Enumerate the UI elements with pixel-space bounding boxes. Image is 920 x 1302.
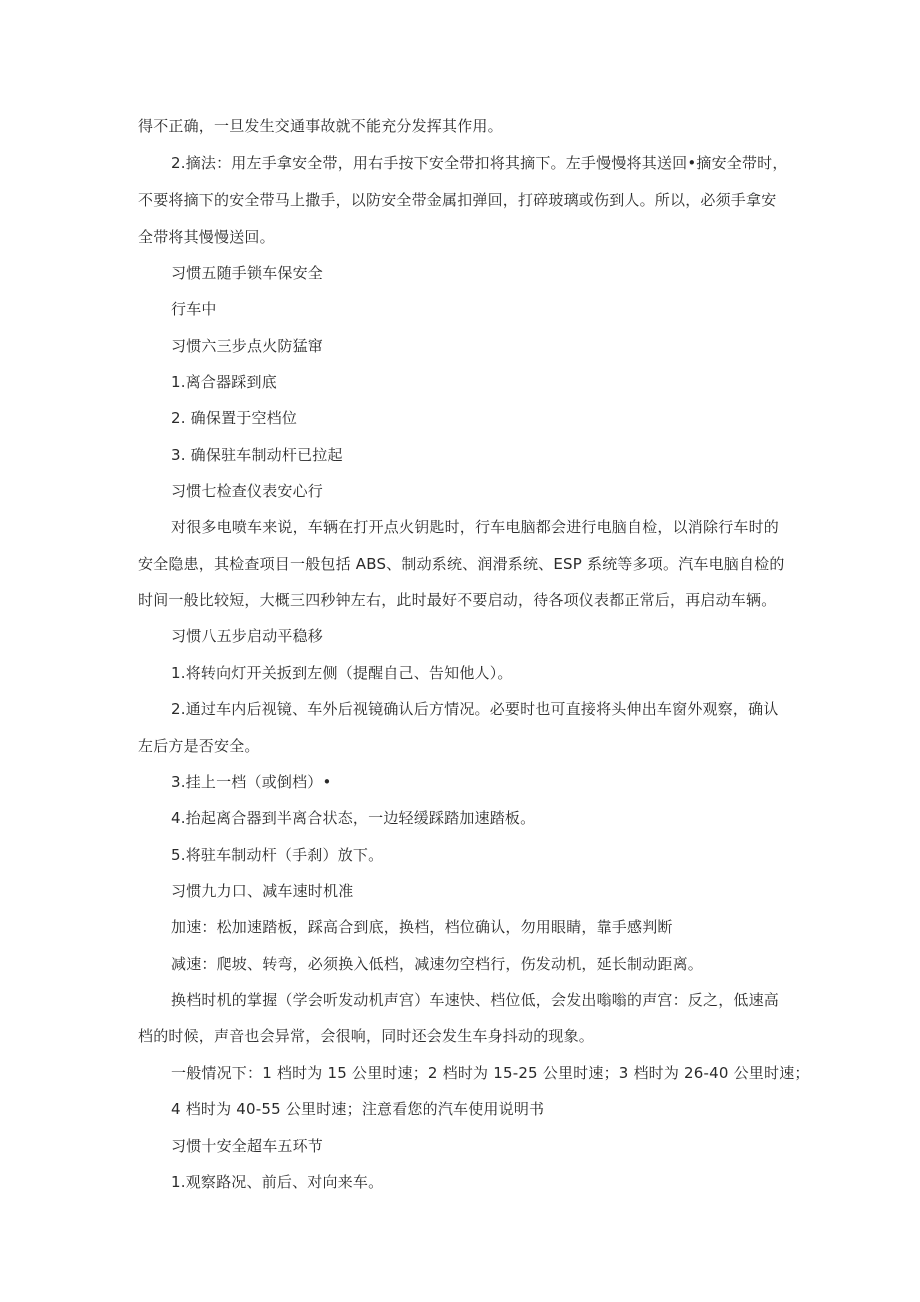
text-line: 2.摘法：用左手拿安全带，用右手按下安全带扣将其摘下。左手慢慢将其送回•摘安全带时，	[171, 154, 788, 172]
list-item: 1.将转向灯开关扳到左侧（提醒自己、告知他人）。	[171, 664, 513, 682]
section-heading: 习惯五随手锁车保安全	[171, 264, 324, 282]
list-item: 1.观察路况、前后、对向来车。	[171, 1173, 384, 1191]
text-line: 安全隐患，其检查项目一般包括 ABS、制动系统、润滑系统、ESP 系统等多项。汽车电脑自检的	[138, 555, 785, 573]
section-heading: 习惯六三步点火防猛窜	[171, 337, 324, 355]
text-line: 减速：爬坡、转弯，必须换入低档，减速勿空档行，伤发动机，延长制动距离。	[171, 955, 704, 973]
list-item: 5.将驻车制动杆（手刹）放下。	[171, 846, 384, 864]
text-line: 一般情况下：1 档时为 15 公里时速；2 档时为 15-25 公里时速；3 档时为 26-40 公里时速；	[171, 1064, 810, 1082]
list-item: 3.挂上一档（或倒档）•	[171, 773, 332, 791]
text-line: 全带将其慢慢送回。	[138, 228, 275, 246]
text-line: 对很多电喷车来说，车辆在打开点火钥匙时，行车电脑都会进行电脑自检，以消除行车时的	[171, 518, 780, 536]
text-line: 4 档时为 40-55 公里时速；注意看您的汽车使用说明书	[171, 1100, 545, 1118]
text-line: 时间一般比较短，大概三四秒钟左右，此时最好不要启动，待各项仪表都正常后，再启动车辆。	[138, 591, 777, 609]
list-item: 3. 确保驻车制动杆已拉起	[171, 446, 343, 464]
list-item: 2. 确保置于空档位	[171, 409, 298, 427]
section-heading: 习惯十安全超车五环节	[171, 1137, 324, 1155]
list-item: 2.通过车内后视镜、车外后视镜确认后方情况。必要时也可直接将头伸出车窗外观察，确认	[171, 700, 779, 718]
text-line: 行车中	[171, 300, 217, 318]
section-heading: 习惯九力口、减车速时机准	[171, 882, 354, 900]
text-line: 不要将摘下的安全带马上撒手，以防安全带金属扣弹回，打碎玻璃或伤到人。所以，必须手拿安	[138, 191, 777, 209]
list-item: 4.抬起离合器到半离合状态，一边轻缓踩踏加速踏板。	[171, 809, 536, 827]
text-line: 档的时候，声音也会异常，会很响，同时还会发生车身抖动的现象。	[138, 1027, 595, 1045]
list-item: 1.离合器踩到底	[171, 373, 277, 391]
section-heading: 习惯八五步启动平稳移	[171, 627, 324, 645]
text-line: 得不正确，一旦发生交通事故就不能充分发挥其作用。	[138, 117, 503, 135]
text-line: 换档时机的掌握（学会听发动机声宫）车速快、档位低，会发出嗡嗡的声宫：反之，低速高	[171, 991, 780, 1009]
text-line: 左后方是否安全。	[138, 737, 260, 755]
section-heading: 习惯七检查仪表安心行	[171, 482, 324, 500]
text-line: 加速：松加速踏板，踩高合到底，换档，档位确认，勿用眼睛，靠手感判断	[171, 918, 673, 936]
